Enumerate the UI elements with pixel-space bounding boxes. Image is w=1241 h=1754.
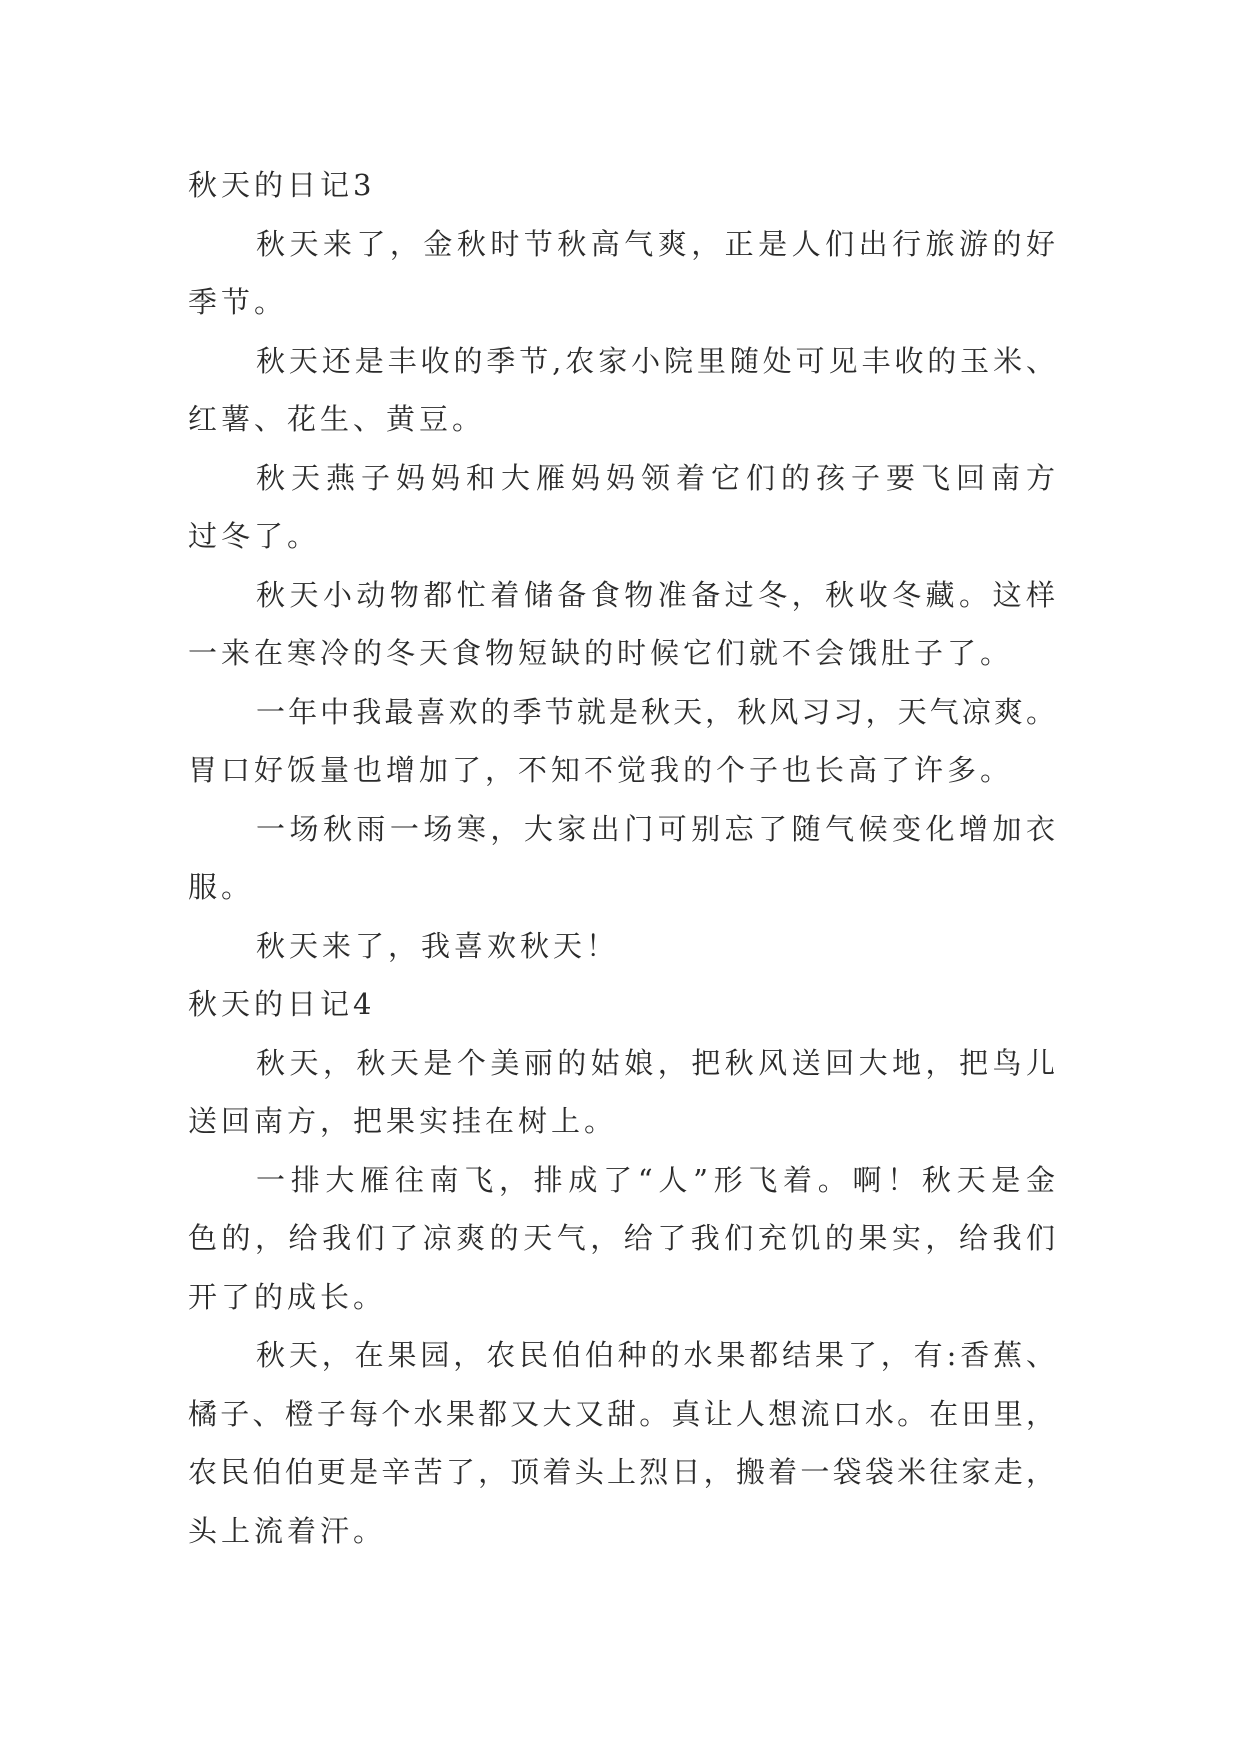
paragraph-line: 一年中我最喜欢的季节就是秋天，秋风习习，天气凉爽。	[256, 694, 1056, 729]
paragraph-line: 红薯、花生、黄豆。	[188, 402, 486, 436]
paragraph	[188, 215, 1056, 332]
paragraph	[188, 566, 1056, 683]
paragraph-line: 服。	[188, 870, 255, 904]
paragraph-line: 一场秋雨一场寒，大家出门可别忘了随气候变化增加衣	[256, 811, 1056, 846]
paragraph	[188, 1326, 1056, 1560]
paragraph-line: 秋天来了，金秋时节秋高气爽，正是人们出行旅游的好	[256, 226, 1056, 261]
paragraph-line: 橘子、橙子每个水果都又大又甜。真让人想流口水。在田里，	[188, 1396, 1056, 1431]
diary-title: 秋天的日记3	[188, 168, 376, 202]
paragraph	[188, 449, 1056, 566]
paragraph-line: 秋天来了，我喜欢秋天！	[256, 928, 620, 963]
paragraph-line: 过冬了。	[188, 519, 321, 553]
paragraph-line: 季节。	[188, 285, 288, 319]
paragraph-line: 秋天燕子妈妈和大雁妈妈领着它们的孩子要飞回南方	[256, 460, 1056, 495]
paragraph	[188, 332, 1056, 449]
paragraph-line: 送回南方，把果实挂在树上。	[188, 1104, 618, 1138]
paragraph-line: 一排大雁往南飞，排成了“人”形飞着。啊！秋天是金	[256, 1162, 1056, 1197]
paragraph-line: 头上流着汗。	[188, 1513, 387, 1548]
paragraph	[188, 683, 1056, 800]
paragraph	[188, 917, 1056, 976]
paragraph-line: 一来在寒冷的冬天食物短缺的时候它们就不会饿肚子了。	[188, 636, 1014, 670]
paragraph-line: 色的，给我们了凉爽的天气，给了我们充饥的果实，给我们	[188, 1221, 1056, 1255]
paragraph-line: 农民伯伯更是辛苦了，顶着头上烈日，搬着一袋袋米往家走，	[188, 1455, 1056, 1489]
paragraph-line: 秋天小动物都忙着储备食物准备过冬，秋收冬藏。这样	[256, 577, 1056, 612]
paragraph-line: 秋天，秋天是个美丽的姑娘，把秋风送回大地，把鸟儿	[256, 1045, 1056, 1080]
document-body	[188, 156, 1056, 1560]
paragraph	[188, 1034, 1056, 1151]
paragraph-line: 秋天还是丰收的季节,农家小院里随处可见丰收的玉米、	[256, 343, 1056, 378]
paragraph-line: 开了的成长。	[188, 1279, 387, 1314]
paragraph	[188, 800, 1056, 917]
paragraph	[188, 1151, 1056, 1327]
paragraph-line: 胃口好饭量也增加了，不知不觉我的个子也长高了许多。	[188, 753, 1014, 787]
paragraph-line: 秋天，在果园，农民伯伯种的水果都结果了，有:香蕉、	[256, 1338, 1056, 1372]
diary-title: 秋天的日记4	[188, 987, 376, 1021]
